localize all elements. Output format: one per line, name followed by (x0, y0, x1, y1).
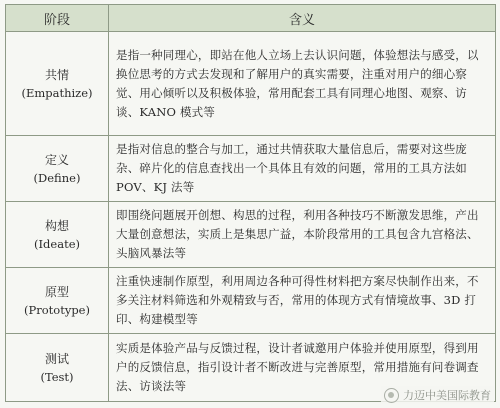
table-header-row (6, 5, 496, 32)
stage-name-cn: 共情 (44, 67, 69, 82)
table-row (6, 268, 496, 334)
table-row (6, 136, 496, 202)
stage-name-en: (Test) (40, 369, 74, 384)
header-stage: 阶段 (6, 5, 109, 32)
stage-cell (6, 136, 109, 202)
stage-name-cn: 定义 (44, 152, 69, 167)
table-row (6, 32, 496, 136)
watermark-text: 力迈中美国际教育 (403, 389, 491, 402)
stage-name-en: (Empathize) (21, 85, 93, 100)
meaning-cell: 实质是体验产品与反馈过程，设计者诚邀用户体验并使用原型，得到用户的反馈信息，指引设计者不断改进与完善原型，常用措施有问卷调查法、访谈法等 (109, 334, 496, 402)
stage-name-cn: 原型 (44, 284, 69, 299)
header-meaning: 含义 (109, 5, 496, 32)
meaning-cell: 是指对信息的整合与加工，通过共情获取大量信息后，需要对这些庞杂、碎片化的信息查找出一个具体且有效的问题，常用的工具方法如 POV、KJ 法等 (109, 136, 496, 202)
design-thinking-stages-table (5, 4, 496, 402)
meaning-cell: 是指一种同理心，即站在他人立场上去认识问题，体验想法与感受，以换位思考的方式去发现和了解用户的真实需要，注重对用户的细心察觉、用心倾听以及积极体验，常用配套工具有同理心地图、观察、访谈、KANO 模式等 (109, 32, 496, 136)
stage-cell (6, 268, 109, 334)
watermark (381, 386, 494, 404)
stage-cell (6, 202, 109, 268)
meaning-cell: 即围绕问题展开创想、构思的过程，利用各种技巧不断激发思维，产出大量创意想法，实质上是集思广益，本阶段常用的工具包含九宫格法、头脑风暴法等 (109, 202, 496, 268)
stage-name-cn: 构想 (44, 218, 69, 233)
stage-cell (6, 32, 109, 136)
stage-name-en: (Prototype) (24, 302, 90, 317)
stage-name-en: (Define) (33, 170, 81, 185)
watermark-logo-icon (384, 388, 399, 403)
table-row (6, 202, 496, 268)
stage-name-cn: 测试 (44, 351, 69, 366)
stage-cell (6, 334, 109, 402)
stage-name-en: (Ideate) (34, 236, 80, 251)
meaning-cell: 注重快速制作原型，利用周边各种可得性材料把方案尽快制作出来，不多关注材料筛选和外观精致与否，常用的体现方式有情境故事、3D 打印、构建模型等 (109, 268, 496, 334)
